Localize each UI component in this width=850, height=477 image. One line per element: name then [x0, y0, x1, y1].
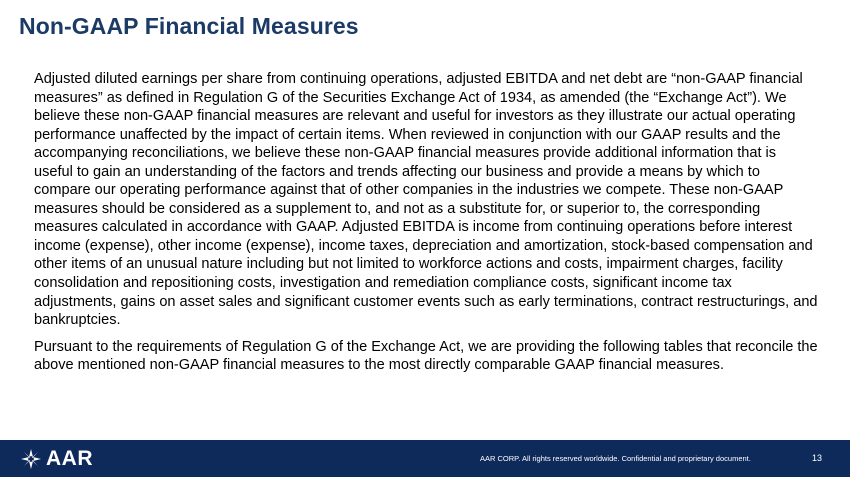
page-number: 13 — [812, 453, 823, 463]
copyright-note: AAR CORP. All rights reserved worldwide. Confidential and proprietary document. — [480, 454, 751, 463]
aar-star-icon — [20, 448, 42, 470]
body-text — [34, 70, 818, 383]
page-title: Non-GAAP Financial Measures — [19, 13, 359, 39]
paragraph-definition: Adjusted diluted earnings per share from continuing operations, adjusted EBITDA and net debt are “non-GAAP financial measures” as defined in Regulation G of the Securities Exchange Act of 1934, as amended (the “Exchange Act”). We believe these non-GAAP financial measures are relevant and useful for investors as they illustrate our actual operating performance unaffected by the impact of certain items. When reviewed in conjunction with our GAAP results and the accompanying reconciliations, we believe these non-GAAP financial measures provide additional information that is useful to gain an understanding of the factors and trends affecting our business and provide a means by which to compare our operating performance against that of other companies in the industries we compete. These non-GAAP measures should be considered as a supplement to, and not as a substitute for, or superior to, the corresponding measures calculated in accordance with GAAP. Adjusted EBITDA is income from continuing operations before interest income (expense), other income (expense), income taxes, depreciation and amortization, stock-based compensation and other items of an unusual nature including but not limited to workforce actions and costs, impairment charges, facility consolidation and repositioning costs, investigation and remediation compliance costs, significant income tax adjustments, gains on asset sales and significant customer events such as early terminations, contract restructurings, and bankruptcies. — [34, 71, 818, 329]
footer-bar — [0, 440, 850, 477]
paragraph-reconciliation: Pursuant to the requirements of Regulation G of the Exchange Act, we are providing the following tables that reconcile the above mentioned non-GAAP financial measures to the most directly comparable GAAP financial measures. — [34, 338, 818, 374]
logo-wordmark: AAR — [46, 447, 93, 470]
company-logo — [20, 448, 93, 470]
